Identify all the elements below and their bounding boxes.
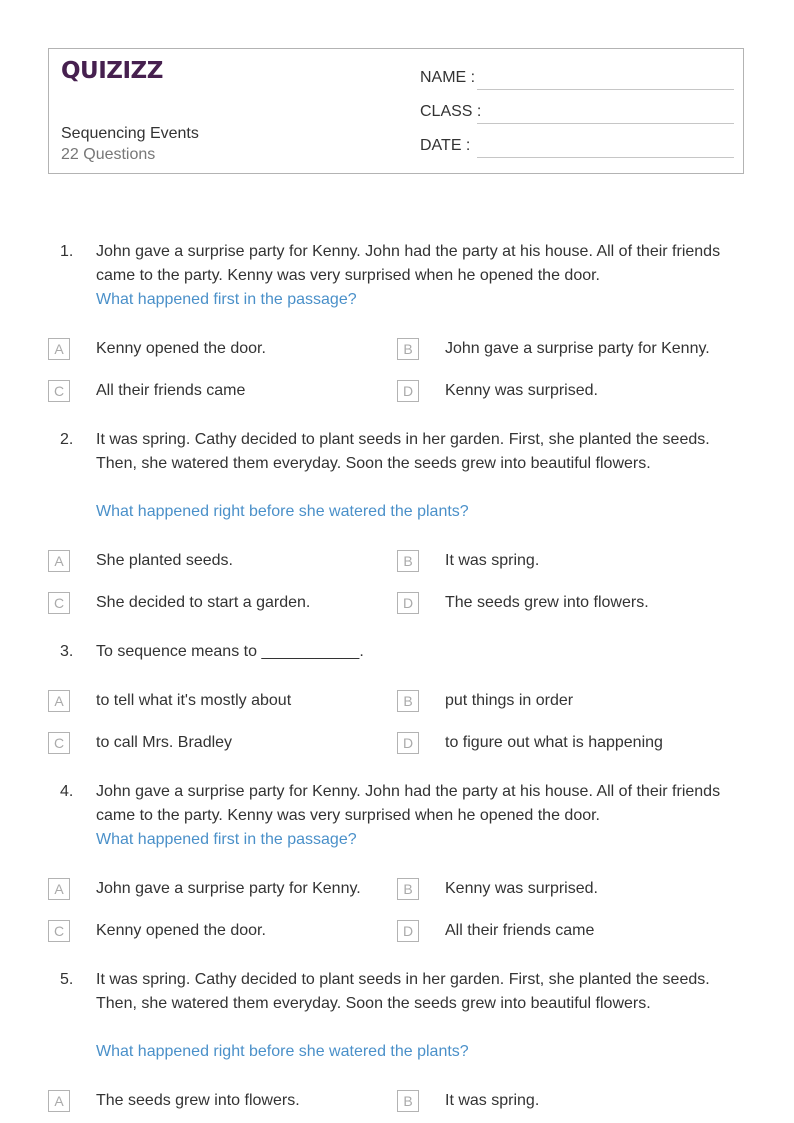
option-text: put things in order (445, 692, 574, 709)
question-text: It was spring. Cathy decided to plant seeds in her garden. First, she planted the seeds. Then, she watered them everyday. Soon the seeds grew into beautiful flowers. (96, 431, 710, 472)
class-field[interactable] (420, 101, 734, 125)
option-letter-box: A (48, 338, 70, 360)
question-prompt: What happened right before she watered the plants? (96, 503, 469, 520)
option-text: to figure out what is happening (445, 734, 663, 751)
option-letter-box: C (48, 380, 70, 402)
date-line[interactable] (477, 157, 734, 158)
class-label: CLASS : (420, 103, 482, 120)
option-letter-box: B (397, 550, 419, 572)
option-letter-box: A (48, 878, 70, 900)
option-text: Kenny was surprised. (445, 880, 598, 897)
option-text: to tell what it's mostly about (96, 692, 292, 709)
question-prompt: What happened first in the passage? (96, 291, 357, 308)
option-text: Kenny opened the door. (96, 922, 266, 939)
option-text: All their friends came (445, 922, 595, 939)
class-line[interactable] (477, 123, 734, 124)
name-label: NAME : (420, 69, 476, 86)
option-letter-box: D (397, 380, 419, 402)
question-text: John gave a surprise party for Kenny. John had the party at his house. All of their friends came to the party. Kenny was very surprised when he opened the door. (96, 783, 721, 824)
option-letter-box: B (397, 690, 419, 712)
option-text: It was spring. (445, 1092, 540, 1109)
option-text: It was spring. (445, 552, 540, 569)
option-text: The seeds grew into flowers. (445, 594, 649, 611)
date-label: DATE : (420, 137, 471, 154)
question-number: 4. (60, 783, 74, 800)
option-letter-box: D (397, 732, 419, 754)
option-letter-box: D (397, 592, 419, 614)
option-text: John gave a surprise party for Kenny. (96, 880, 361, 897)
question-number: 1. (60, 243, 74, 260)
option-text: John gave a surprise party for Kenny. (445, 340, 710, 357)
question-prompt: What happened first in the passage? (96, 831, 357, 848)
worksheet-header (48, 48, 744, 174)
question-prompt: What happened right before she watered the plants? (96, 1043, 469, 1060)
option-letter-box: A (48, 1090, 70, 1112)
option-letter-box: B (397, 338, 419, 360)
option-text: Kenny opened the door. (96, 340, 266, 357)
date-field[interactable] (420, 135, 734, 159)
option-letter-box: C (48, 592, 70, 614)
name-line[interactable] (477, 89, 734, 90)
option-letter-box: B (397, 878, 419, 900)
question-number: 2. (60, 431, 74, 448)
worksheet-title: Sequencing Events (61, 125, 199, 142)
question-number: 5. (60, 971, 74, 988)
option-text: to call Mrs. Bradley (96, 734, 233, 751)
question-number: 3. (60, 643, 74, 660)
option-letter-box: A (48, 550, 70, 572)
option-text: She planted seeds. (96, 552, 233, 569)
name-field[interactable] (420, 67, 734, 91)
option-letter-box: C (48, 920, 70, 942)
quizizz-logo: QUIZIZZ (61, 58, 163, 84)
option-letter-box: D (397, 920, 419, 942)
question-count: 22 Questions (61, 146, 156, 163)
option-text: She decided to start a garden. (96, 594, 311, 611)
question-text: John gave a surprise party for Kenny. John had the party at his house. All of their friends came to the party. Kenny was very surprised when he opened the door. (96, 243, 721, 284)
option-letter-box: C (48, 732, 70, 754)
option-letter-box: B (397, 1090, 419, 1112)
question-text: To sequence means to ___________. (96, 643, 364, 660)
option-letter-box: A (48, 690, 70, 712)
option-text: Kenny was surprised. (445, 382, 598, 399)
option-text: All their friends came (96, 382, 246, 399)
option-text: The seeds grew into flowers. (96, 1092, 300, 1109)
question-text: It was spring. Cathy decided to plant seeds in her garden. First, she planted the seeds. Then, she watered them everyday. Soon the seeds grew into beautiful flowers. (96, 971, 710, 1012)
